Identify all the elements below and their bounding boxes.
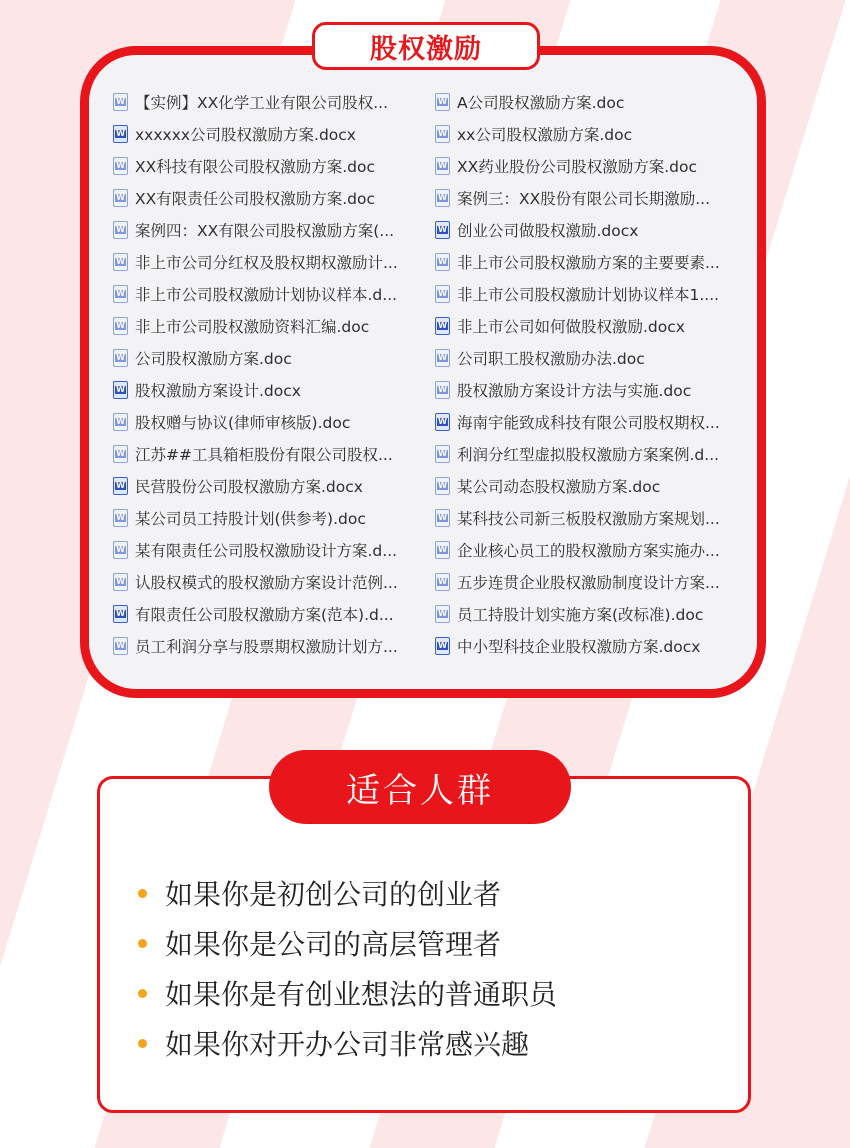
word-doc-icon [435, 349, 450, 367]
word-doc-icon [435, 477, 450, 495]
bullet-dot-icon [138, 989, 147, 998]
file-list-item[interactable] [435, 118, 749, 150]
word-doc-icon [113, 573, 128, 591]
word-doc-icon [435, 157, 450, 175]
file-list-item[interactable] [113, 310, 435, 342]
files-section-title-tab [312, 22, 540, 70]
file-name: 非上市公司股权激励方案的主要要素... [457, 254, 720, 272]
file-list-item[interactable] [435, 278, 749, 310]
file-name: 公司股权激励方案.doc [135, 350, 292, 368]
file-list-item[interactable] [113, 502, 435, 534]
word-docx-icon [435, 221, 450, 239]
audience-title-tab [269, 750, 571, 824]
word-docx-icon [113, 125, 128, 143]
file-list-item[interactable] [113, 150, 435, 182]
file-name: 股权激励方案设计方法与实施.doc [457, 382, 692, 400]
file-name: 股权赠与协议(律师审核版).doc [135, 414, 351, 432]
file-name: 企业核心员工的股权激励方案实施办... [457, 542, 720, 560]
word-doc-icon [113, 317, 128, 335]
file-name: 非上市公司如何做股权激励.docx [457, 318, 685, 336]
file-name: 中小型科技企业股权激励方案.docx [457, 638, 701, 656]
word-doc-icon [113, 221, 128, 239]
file-name: XX药业股份公司股权激励方案.doc [457, 158, 698, 176]
word-doc-icon [435, 189, 450, 207]
file-name: 江苏##工具箱柜股份有限公司股权... [135, 446, 393, 464]
file-list-item[interactable] [113, 342, 435, 374]
file-list-item[interactable] [113, 118, 435, 150]
word-doc-icon [113, 93, 128, 111]
file-list-item[interactable] [435, 310, 749, 342]
word-doc-icon [435, 573, 450, 591]
audience-item-text: 如果你对开办公司非常感兴趣 [165, 1028, 530, 1061]
file-name: 某公司动态股权激励方案.doc [457, 478, 661, 496]
file-list-item[interactable] [435, 150, 749, 182]
file-name: A公司股权激励方案.doc [457, 94, 625, 112]
file-list-item[interactable] [435, 598, 749, 630]
file-list-item[interactable] [113, 246, 435, 278]
file-name: 某公司员工持股计划(供参考).doc [135, 510, 366, 528]
file-name: 某有限责任公司股权激励设计方案.d... [135, 542, 398, 560]
word-doc-icon [113, 189, 128, 207]
file-list-item[interactable] [435, 534, 749, 566]
audience-list-item [138, 968, 557, 1018]
file-list-item[interactable] [113, 278, 435, 310]
file-list-item[interactable] [113, 598, 435, 630]
word-doc-icon [113, 445, 128, 463]
file-list-item[interactable] [113, 214, 435, 246]
file-name: 非上市公司股权激励计划协议样本1.... [457, 286, 720, 304]
file-list-item[interactable] [435, 374, 749, 406]
word-docx-icon [113, 477, 128, 495]
file-list-item[interactable] [435, 214, 749, 246]
audience-list-item [138, 1018, 557, 1068]
word-doc-icon [113, 253, 128, 271]
file-name: 五步连贯企业股权激励制度设计方案... [457, 574, 720, 592]
audience-title: 适合人群 [346, 770, 494, 811]
file-name: 员工持股计划实施方案(改标准).doc [457, 606, 704, 624]
word-doc-icon [113, 509, 128, 527]
file-name: 利润分红型虚拟股权激励方案案例.d... [457, 446, 720, 464]
file-list-item[interactable] [435, 630, 749, 662]
file-list-item[interactable] [435, 502, 749, 534]
file-list-item[interactable] [435, 246, 749, 278]
file-name: XX科技有限公司股权激励方案.doc [135, 158, 376, 176]
word-docx-icon [435, 637, 450, 655]
file-name: 创业公司做股权激励.docx [457, 222, 639, 240]
file-name: 员工利润分享与股票期权激励计划方... [135, 638, 398, 656]
word-doc-icon [435, 125, 450, 143]
file-name: 案例三：XX股份有限公司长期激励... [457, 190, 711, 208]
word-doc-icon [435, 445, 450, 463]
file-list-item[interactable] [435, 86, 749, 118]
file-list-item[interactable] [435, 566, 749, 598]
file-name: 某科技公司新三板股权激励方案规划... [457, 510, 720, 528]
word-doc-icon [113, 413, 128, 431]
audience-list-item [138, 868, 557, 918]
file-list-item[interactable] [113, 534, 435, 566]
file-name: XX有限责任公司股权激励方案.doc [135, 190, 376, 208]
file-list-item[interactable] [435, 406, 749, 438]
word-doc-icon [435, 509, 450, 527]
audience-item-text: 如果你是初创公司的创业者 [165, 878, 502, 911]
file-list-item[interactable] [113, 86, 435, 118]
word-doc-icon [113, 637, 128, 655]
file-name: 有限责任公司股权激励方案(范本).d... [135, 606, 394, 624]
word-doc-icon [113, 349, 128, 367]
file-list-item[interactable] [435, 182, 749, 214]
bullet-dot-icon [138, 939, 147, 948]
file-list-item[interactable] [435, 342, 749, 374]
word-doc-icon [435, 253, 450, 271]
file-list-item[interactable] [113, 630, 435, 662]
word-docx-icon [435, 413, 450, 431]
bullet-dot-icon [138, 889, 147, 898]
file-name: 公司职工股权激励办法.doc [457, 350, 645, 368]
audience-item-text: 如果你是有创业想法的普通职员 [165, 978, 558, 1011]
word-doc-icon [435, 93, 450, 111]
file-list-item[interactable] [113, 470, 435, 502]
file-list-item[interactable] [113, 182, 435, 214]
word-doc-icon [435, 285, 450, 303]
file-name: 非上市公司分红权及股权期权激励计... [135, 254, 398, 272]
word-doc-icon [113, 541, 128, 559]
audience-list-item [138, 918, 557, 968]
file-list [113, 86, 749, 662]
file-list-item[interactable] [113, 566, 435, 598]
file-name: xxxxxx公司股权激励方案.docx [135, 126, 356, 144]
file-name: 海南宇能致成科技有限公司股权期权... [457, 414, 720, 432]
word-doc-icon [113, 157, 128, 175]
bullet-dot-icon [138, 1039, 147, 1048]
file-name: 案例四：XX有限公司股权激励方案(... [135, 222, 395, 240]
file-name: 股权激励方案设计.docx [135, 382, 301, 400]
word-doc-icon [113, 285, 128, 303]
file-name: 认股权模式的股权激励方案设计范例... [135, 574, 398, 592]
file-list-item[interactable] [435, 470, 749, 502]
word-docx-icon [435, 317, 450, 335]
file-list-item[interactable] [113, 374, 435, 406]
file-list-item[interactable] [435, 438, 749, 470]
word-docx-icon [113, 605, 128, 623]
file-name: 非上市公司股权激励资料汇编.doc [135, 318, 370, 336]
word-docx-icon [113, 381, 128, 399]
file-name: 【实例】XX化学工业有限公司股权... [135, 94, 389, 112]
files-section-title: 股权激励 [370, 33, 482, 65]
audience-list [138, 868, 557, 1068]
file-name: 民营股份公司股权激励方案.docx [135, 478, 363, 496]
file-name: 非上市公司股权激励计划协议样本.d... [135, 286, 398, 304]
audience-item-text: 如果你是公司的高层管理者 [165, 928, 502, 961]
word-doc-icon [435, 381, 450, 399]
file-name: xx公司股权激励方案.doc [457, 126, 633, 144]
word-doc-icon [435, 541, 450, 559]
file-list-item[interactable] [113, 406, 435, 438]
file-list-item[interactable] [113, 438, 435, 470]
word-doc-icon [435, 605, 450, 623]
